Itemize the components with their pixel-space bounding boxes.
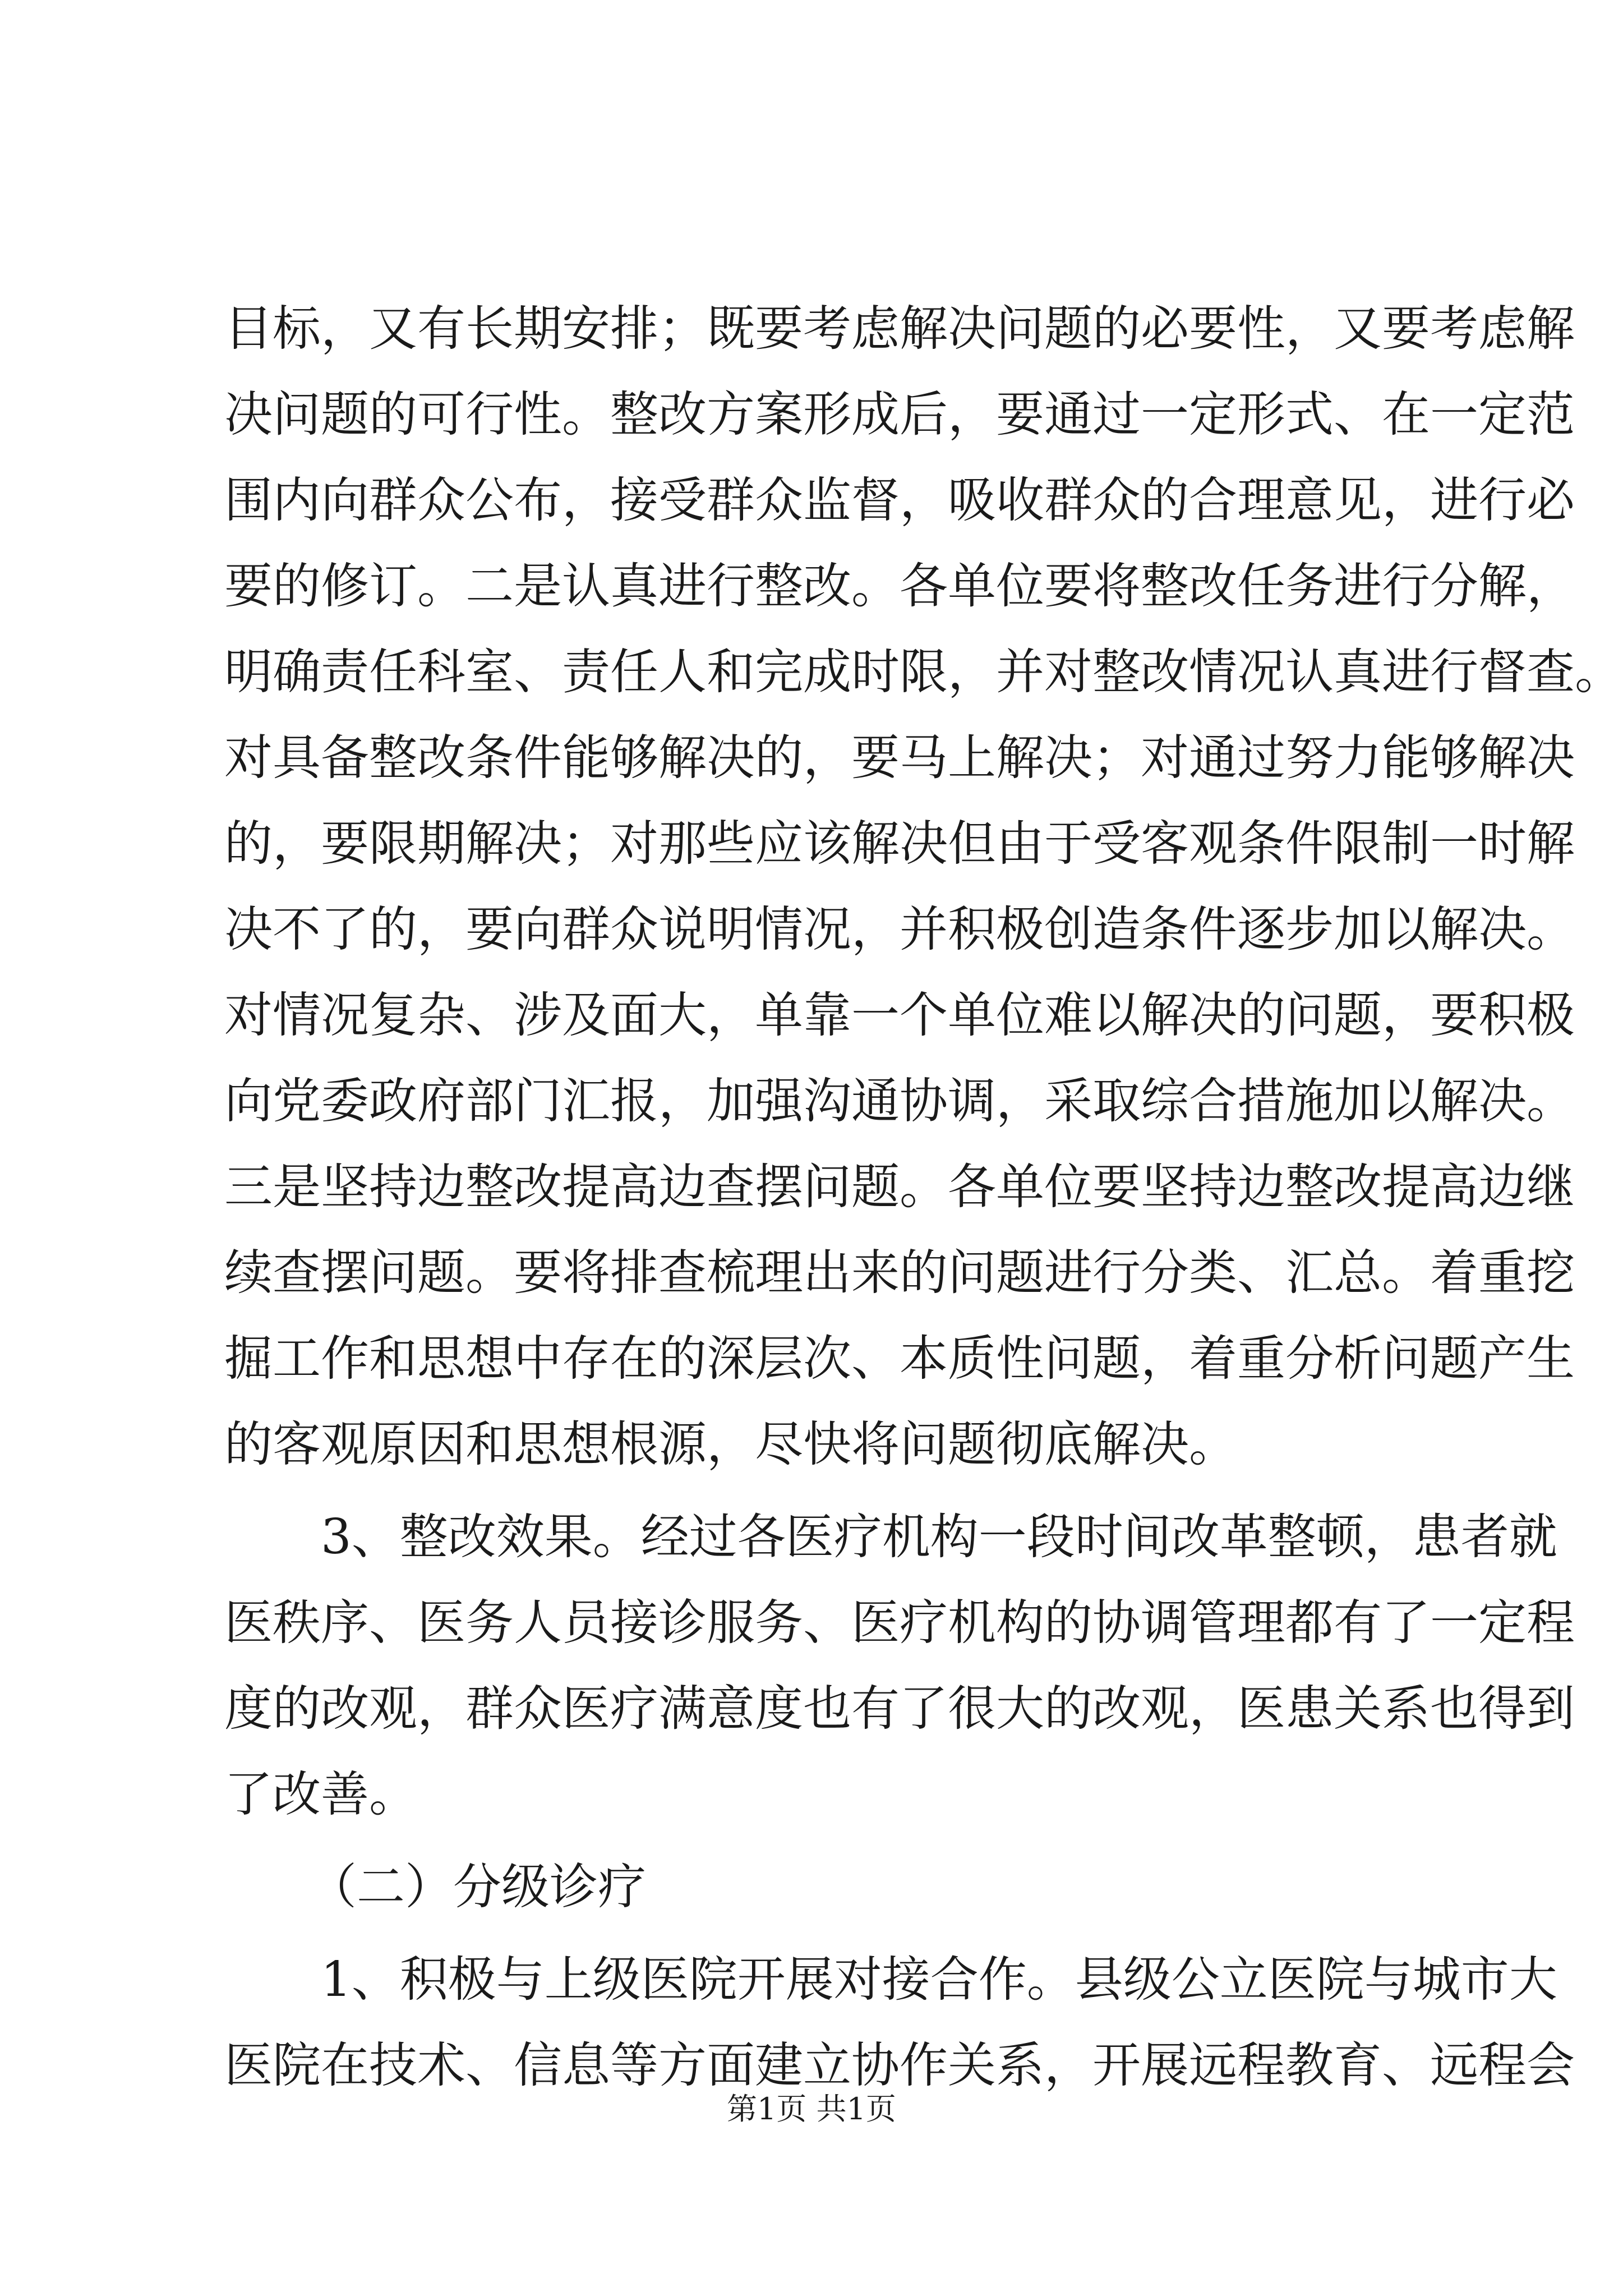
- text-line: 度的改观，群众医疗满意度也有了很大的改观，医患关系也得到: [224, 1681, 1575, 1737]
- text-line: 要的修订。二是认真进行整改。各单位要将整改任务进行分解，: [224, 558, 1575, 614]
- text-line: 明确责任科室、责任人和完成时限，并对整改情况认真进行督查。: [224, 644, 1623, 700]
- text-line: 对情况复杂、涉及面大，单靠一个单位难以解决的问题，要积极: [224, 987, 1575, 1043]
- paragraph-first-line: 3、整改效果。经过各医疗机构一段时间改革整顿，患者就: [321, 1509, 1557, 1565]
- text-line: 目标，又有长期安排；既要考虑解决问题的必要性，又要考虑解: [224, 301, 1575, 357]
- text-line: 向党委政府部门汇报，加强沟通协调，采取综合措施加以解决。: [224, 1073, 1575, 1129]
- text-line: 医院在技术、信息等方面建立协作关系，开展远程教育、远程会: [224, 2037, 1575, 2093]
- text-line: 掘工作和思想中存在的深层次、本质性问题，着重分析问题产生: [224, 1331, 1575, 1387]
- text-line: 决不了的，要向群众说明情况，并积极创造条件逐步加以解决。: [224, 901, 1575, 958]
- text-line: 决问题的可行性。整改方案形成后，要通过一定形式、在一定范: [224, 386, 1575, 443]
- text-line: 医秩序、医务人员接诊服务、医疗机构的协调管理都有了一定程: [224, 1595, 1575, 1651]
- text-line: 对具备整改条件能够解决的，要马上解决；对通过努力能够解决: [224, 730, 1575, 786]
- text-line: 的，要限期解决；对那些应该解决但由于受客观条件限制一时解: [224, 816, 1575, 872]
- document-body: [224, 286, 1623, 2109]
- text-line: 了改善。: [224, 1766, 417, 1823]
- section-heading: （二）分级诊疗: [308, 1859, 646, 1915]
- page-number-footer: 第1页 共1页: [727, 2091, 896, 2127]
- text-line: 三是坚持边整改提高边查摆问题。各单位要坚持边整改提高边继: [224, 1159, 1575, 1215]
- paragraph-first-line: 1、积极与上级医院开展对接合作。县级公立医院与城市大: [321, 1952, 1557, 2008]
- text-line: 的客观原因和思想根源，尽快将问题彻底解决。: [224, 1416, 1237, 1473]
- text-line: 续查摆问题。要将排查梳理出来的问题进行分类、汇总。着重挖: [224, 1245, 1575, 1301]
- text-line: 围内向群众公布，接受群众监督，吸收群众的合理意见，进行必: [224, 472, 1575, 528]
